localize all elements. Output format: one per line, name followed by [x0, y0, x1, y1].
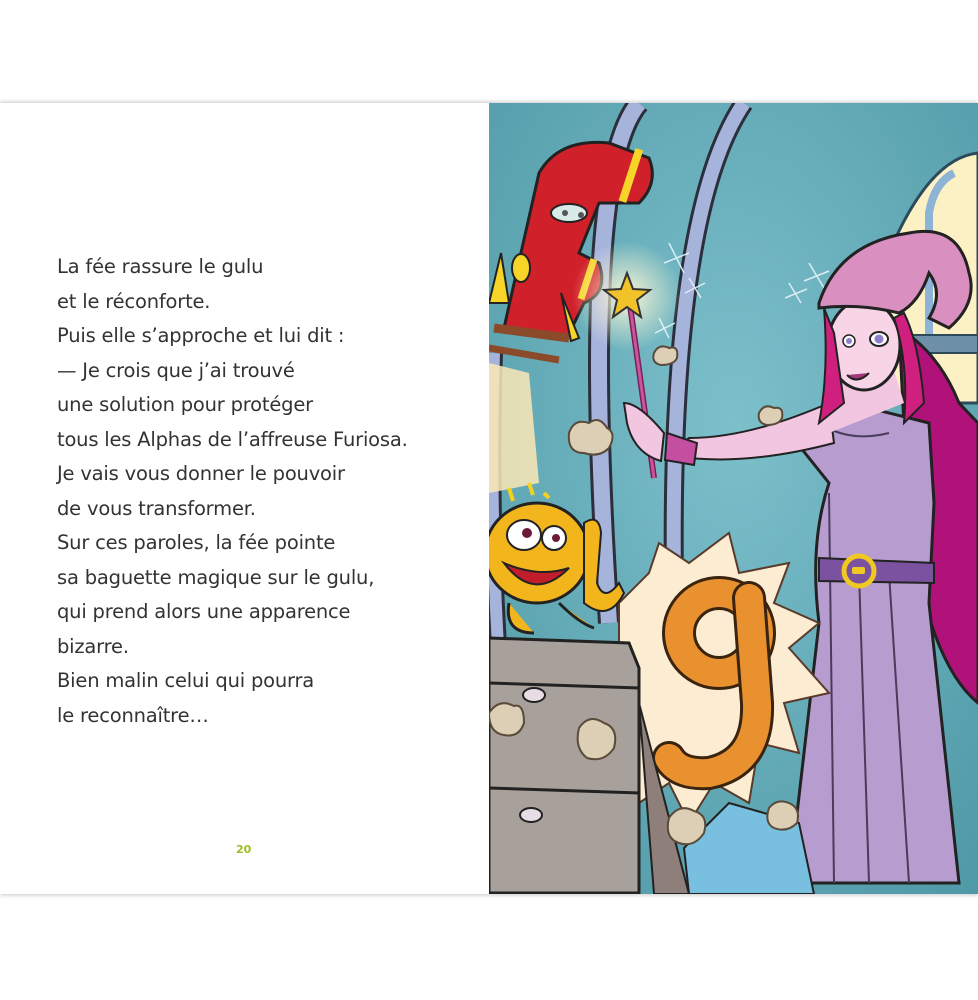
story-text — [57, 250, 477, 733]
story-line: Puis elle s’approche et lui dit : — [57, 324, 345, 347]
story-line: sa baguette magique sur le gulu, — [57, 565, 375, 589]
page-number: 20 — [236, 843, 252, 856]
fairy-illustration — [489, 103, 978, 894]
story-line: Je vais vous donner le pouvoir — [57, 462, 345, 485]
story-line: qui prend alors une apparence — [57, 600, 351, 623]
story-line: bizarre. — [57, 634, 129, 658]
story-line: de vous transformer. — [57, 496, 256, 520]
story-line: — Je crois que j’ai trouvé — [57, 358, 295, 382]
story-line: tous les Alphas de l’affreuse Furiosa. — [57, 427, 408, 451]
story-line: Sur ces paroles, la fée pointe — [57, 531, 336, 554]
story-line: et le réconforte. — [57, 289, 211, 313]
story-line: Bien malin celui qui pourra — [57, 669, 315, 692]
illustration-page — [489, 103, 978, 894]
story-line: La fée rassure le gulu — [57, 255, 264, 278]
story-line: une solution pour protéger — [57, 393, 313, 416]
left-page — [0, 103, 489, 894]
book-spread — [0, 103, 978, 894]
story-line: le reconnaître… — [57, 703, 209, 727]
